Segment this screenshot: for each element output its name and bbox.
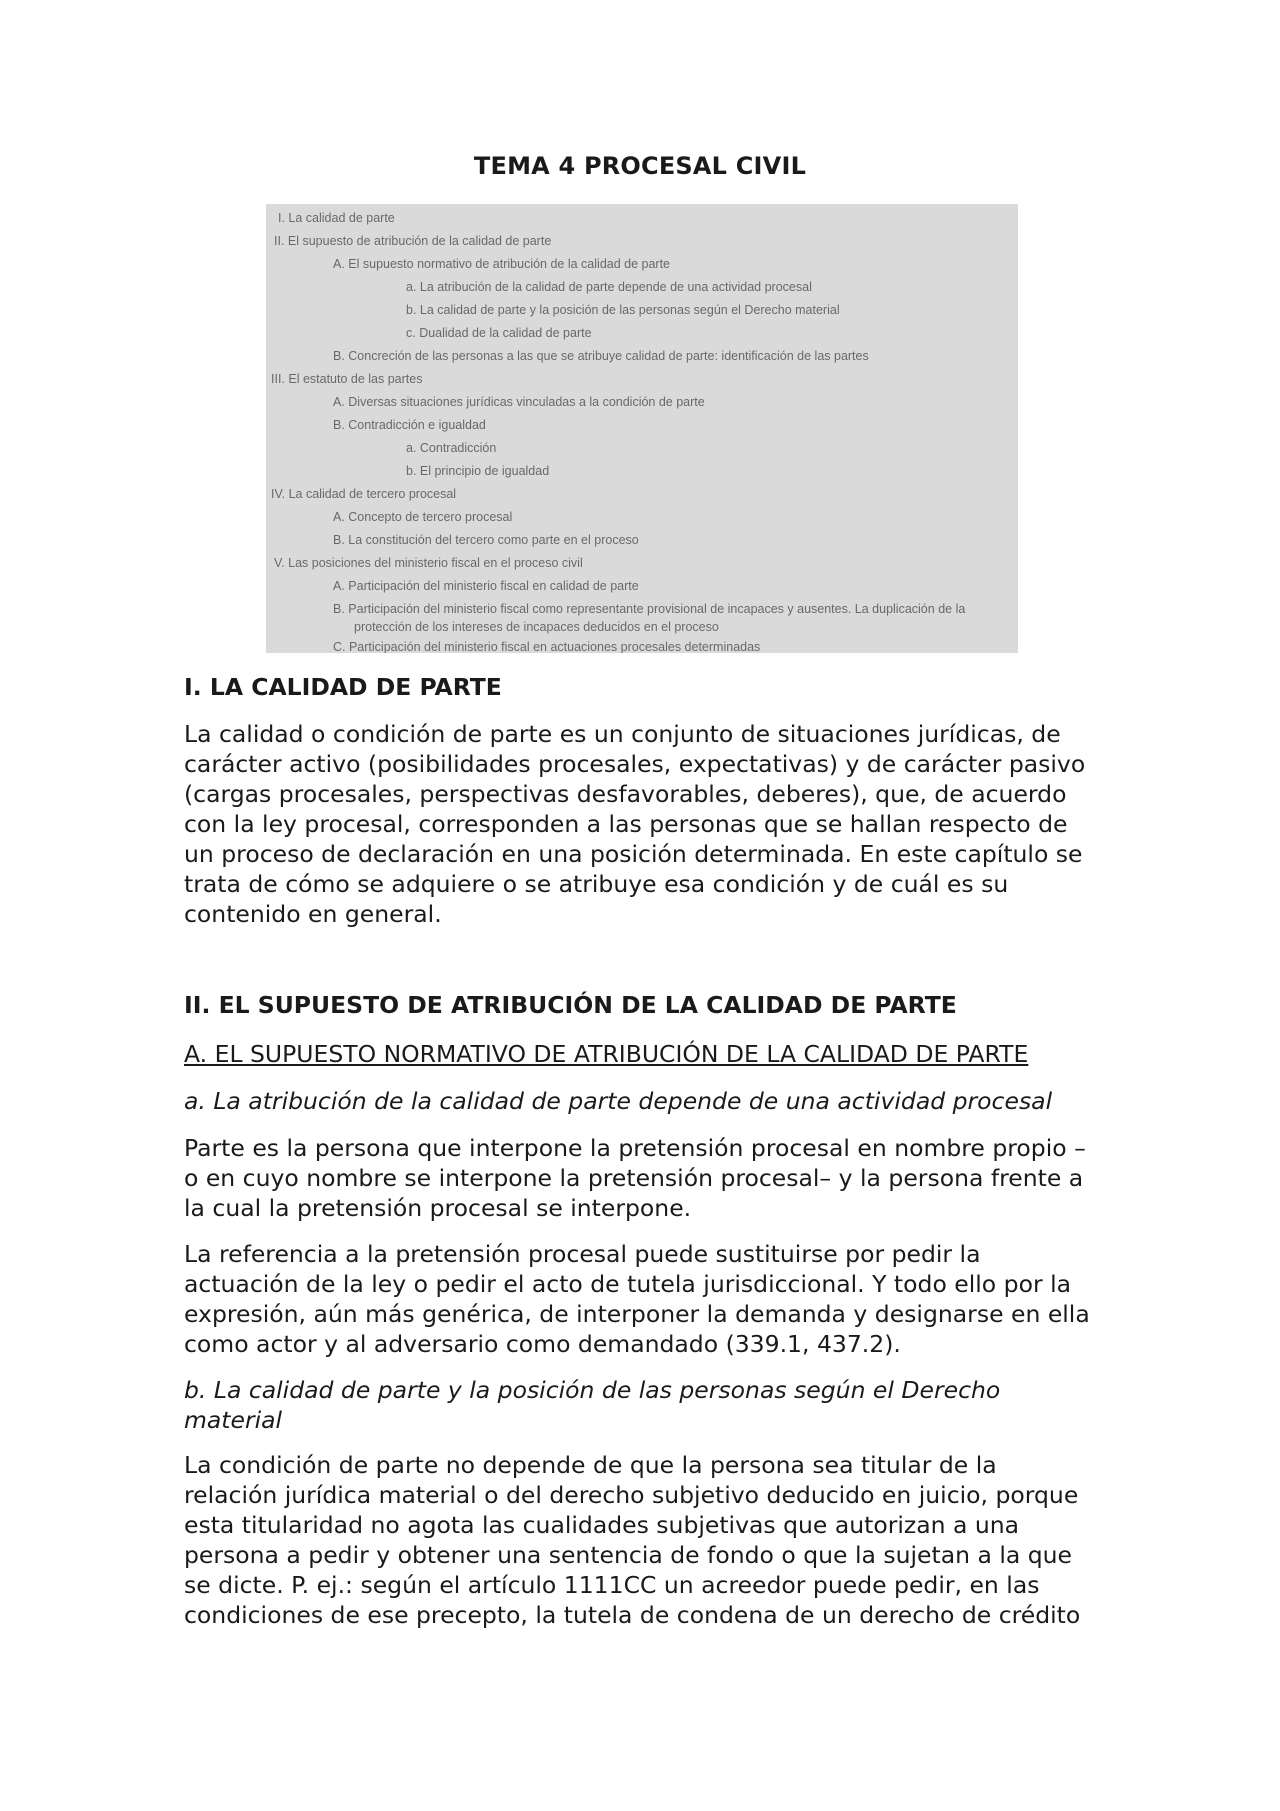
text-line: Parte es la persona que interpone la pretensión procesal en nombre propio –: [184, 1134, 1086, 1162]
toc-line: I. La calidad de parte: [278, 211, 395, 225]
subsection-heading: A. EL SUPUESTO NORMATIVO DE ATRIBUCIÓN DE LA CALIDAD DE PARTE: [184, 1040, 1029, 1068]
toc-line: C. Participación del ministerio fiscal en actuaciones procesales determinadas: [333, 640, 761, 653]
toc-line: a. La atribución de la calidad de parte depende de una actividad procesal: [406, 280, 812, 294]
text-line: persona a pedir y obtener una sentencia de fondo o que la sujetan a la que: [184, 1541, 1072, 1569]
paragraph: [184, 719, 1104, 929]
toc-line: A. Participación del ministerio fiscal en calidad de parte: [333, 579, 639, 593]
text-line: trata de cómo se adquiere o se atribuye esa condición y de cuál es su: [184, 870, 1009, 898]
subsubsection-heading: [184, 1375, 1104, 1435]
text-line: un proceso de declaración en una posición determinada. En este capítulo se: [184, 840, 1083, 868]
toc-line: B. La constitución del tercero como parte en el proceso: [333, 533, 639, 547]
text-line: carácter activo (posibilidades procesales, expectativas) y de carácter pasivo: [184, 750, 1086, 778]
text-line: actuación de la ley o pedir el acto de tutela jurisdiccional. Y todo ello por la: [184, 1270, 1072, 1298]
toc-line: III. El estatuto de las partes: [271, 372, 423, 386]
paragraph: [184, 1133, 1104, 1223]
subsubsection-heading: a. La atribución de la calidad de parte depende de una actividad procesal: [184, 1087, 1053, 1115]
text-line: condiciones de ese precepto, la tutela de condena de un derecho de crédito: [184, 1601, 1081, 1629]
toc-line: protección de los intereses de incapaces deducidos en el proceso: [354, 620, 719, 634]
page-title: TEMA 4 PROCESAL CIVIL: [473, 152, 807, 180]
text-line: expresión, aún más genérica, de interponer la demanda y designarse en ella: [184, 1300, 1090, 1328]
text-line: o en cuyo nombre se interpone la pretensión procesal– y la persona frente a: [184, 1164, 1084, 1192]
toc-line: IV. La calidad de tercero procesal: [271, 487, 457, 501]
paragraph: [184, 1450, 1104, 1630]
toc-line: V. Las posiciones del ministerio fiscal en el proceso civil: [274, 556, 583, 570]
text-line: relación jurídica material o del derecho subjetivo deducido en juicio, porque: [184, 1481, 1079, 1509]
section-heading: II. EL SUPUESTO DE ATRIBUCIÓN DE LA CALIDAD DE PARTE: [184, 991, 957, 1019]
text-line: esta titularidad no agota las cualidades subjetivas que autorizan a una: [184, 1511, 1020, 1539]
toc-line: B. Concreción de las personas a las que se atribuye calidad de parte: identificación de las partes: [333, 349, 869, 363]
text-line: con la ley procesal, corresponden a las personas que se hallan respecto de: [184, 810, 1068, 838]
text-line: b. La calidad de parte y la posición de las personas según el Derecho: [184, 1376, 1001, 1404]
paragraph: [184, 1239, 1104, 1359]
text-line: La condición de parte no depende de que la persona sea titular de la: [184, 1451, 997, 1479]
toc-line: b. El principio de igualdad: [406, 464, 550, 478]
table-of-contents-image: [266, 204, 1018, 653]
text-line: contenido en general.: [184, 900, 442, 928]
toc-line: a. Contradicción: [406, 441, 497, 455]
toc-line: b. La calidad de parte y la posición de las personas según el Derecho material: [406, 303, 840, 317]
toc-line: c. Dualidad de la calidad de parte: [406, 326, 592, 340]
toc-line: A. El supuesto normativo de atribución de la calidad de parte: [333, 257, 671, 271]
toc-line: II. El supuesto de atribución de la calidad de parte: [274, 234, 552, 248]
toc-line: A. Concepto de tercero procesal: [333, 510, 513, 524]
toc-line: A. Diversas situaciones jurídicas vinculadas a la condición de parte: [333, 395, 705, 409]
text-line: La calidad o condición de parte es un conjunto de situaciones jurídicas, de: [184, 720, 1061, 748]
text-line: se dicte. P. ej.: según el artículo 1111CC un acreedor puede pedir, en las: [184, 1571, 1040, 1599]
text-line: La referencia a la pretensión procesal puede sustituirse por pedir la: [184, 1240, 981, 1268]
toc-line: B. Participación del ministerio fiscal como representante provisional de incapaces y ausentes. La duplicación de la: [333, 602, 966, 616]
text-line: (cargas procesales, perspectivas desfavorables, deberes), que, de acuerdo: [184, 780, 1067, 808]
text-line: material: [184, 1406, 283, 1434]
text-line: la cual la pretensión procesal se interpone.: [184, 1194, 692, 1222]
text-line: como actor y al adversario como demandado (339.1, 437.2).: [184, 1330, 901, 1358]
section-heading: I. LA CALIDAD DE PARTE: [184, 673, 502, 701]
toc-line: B. Contradicción e igualdad: [333, 418, 486, 432]
